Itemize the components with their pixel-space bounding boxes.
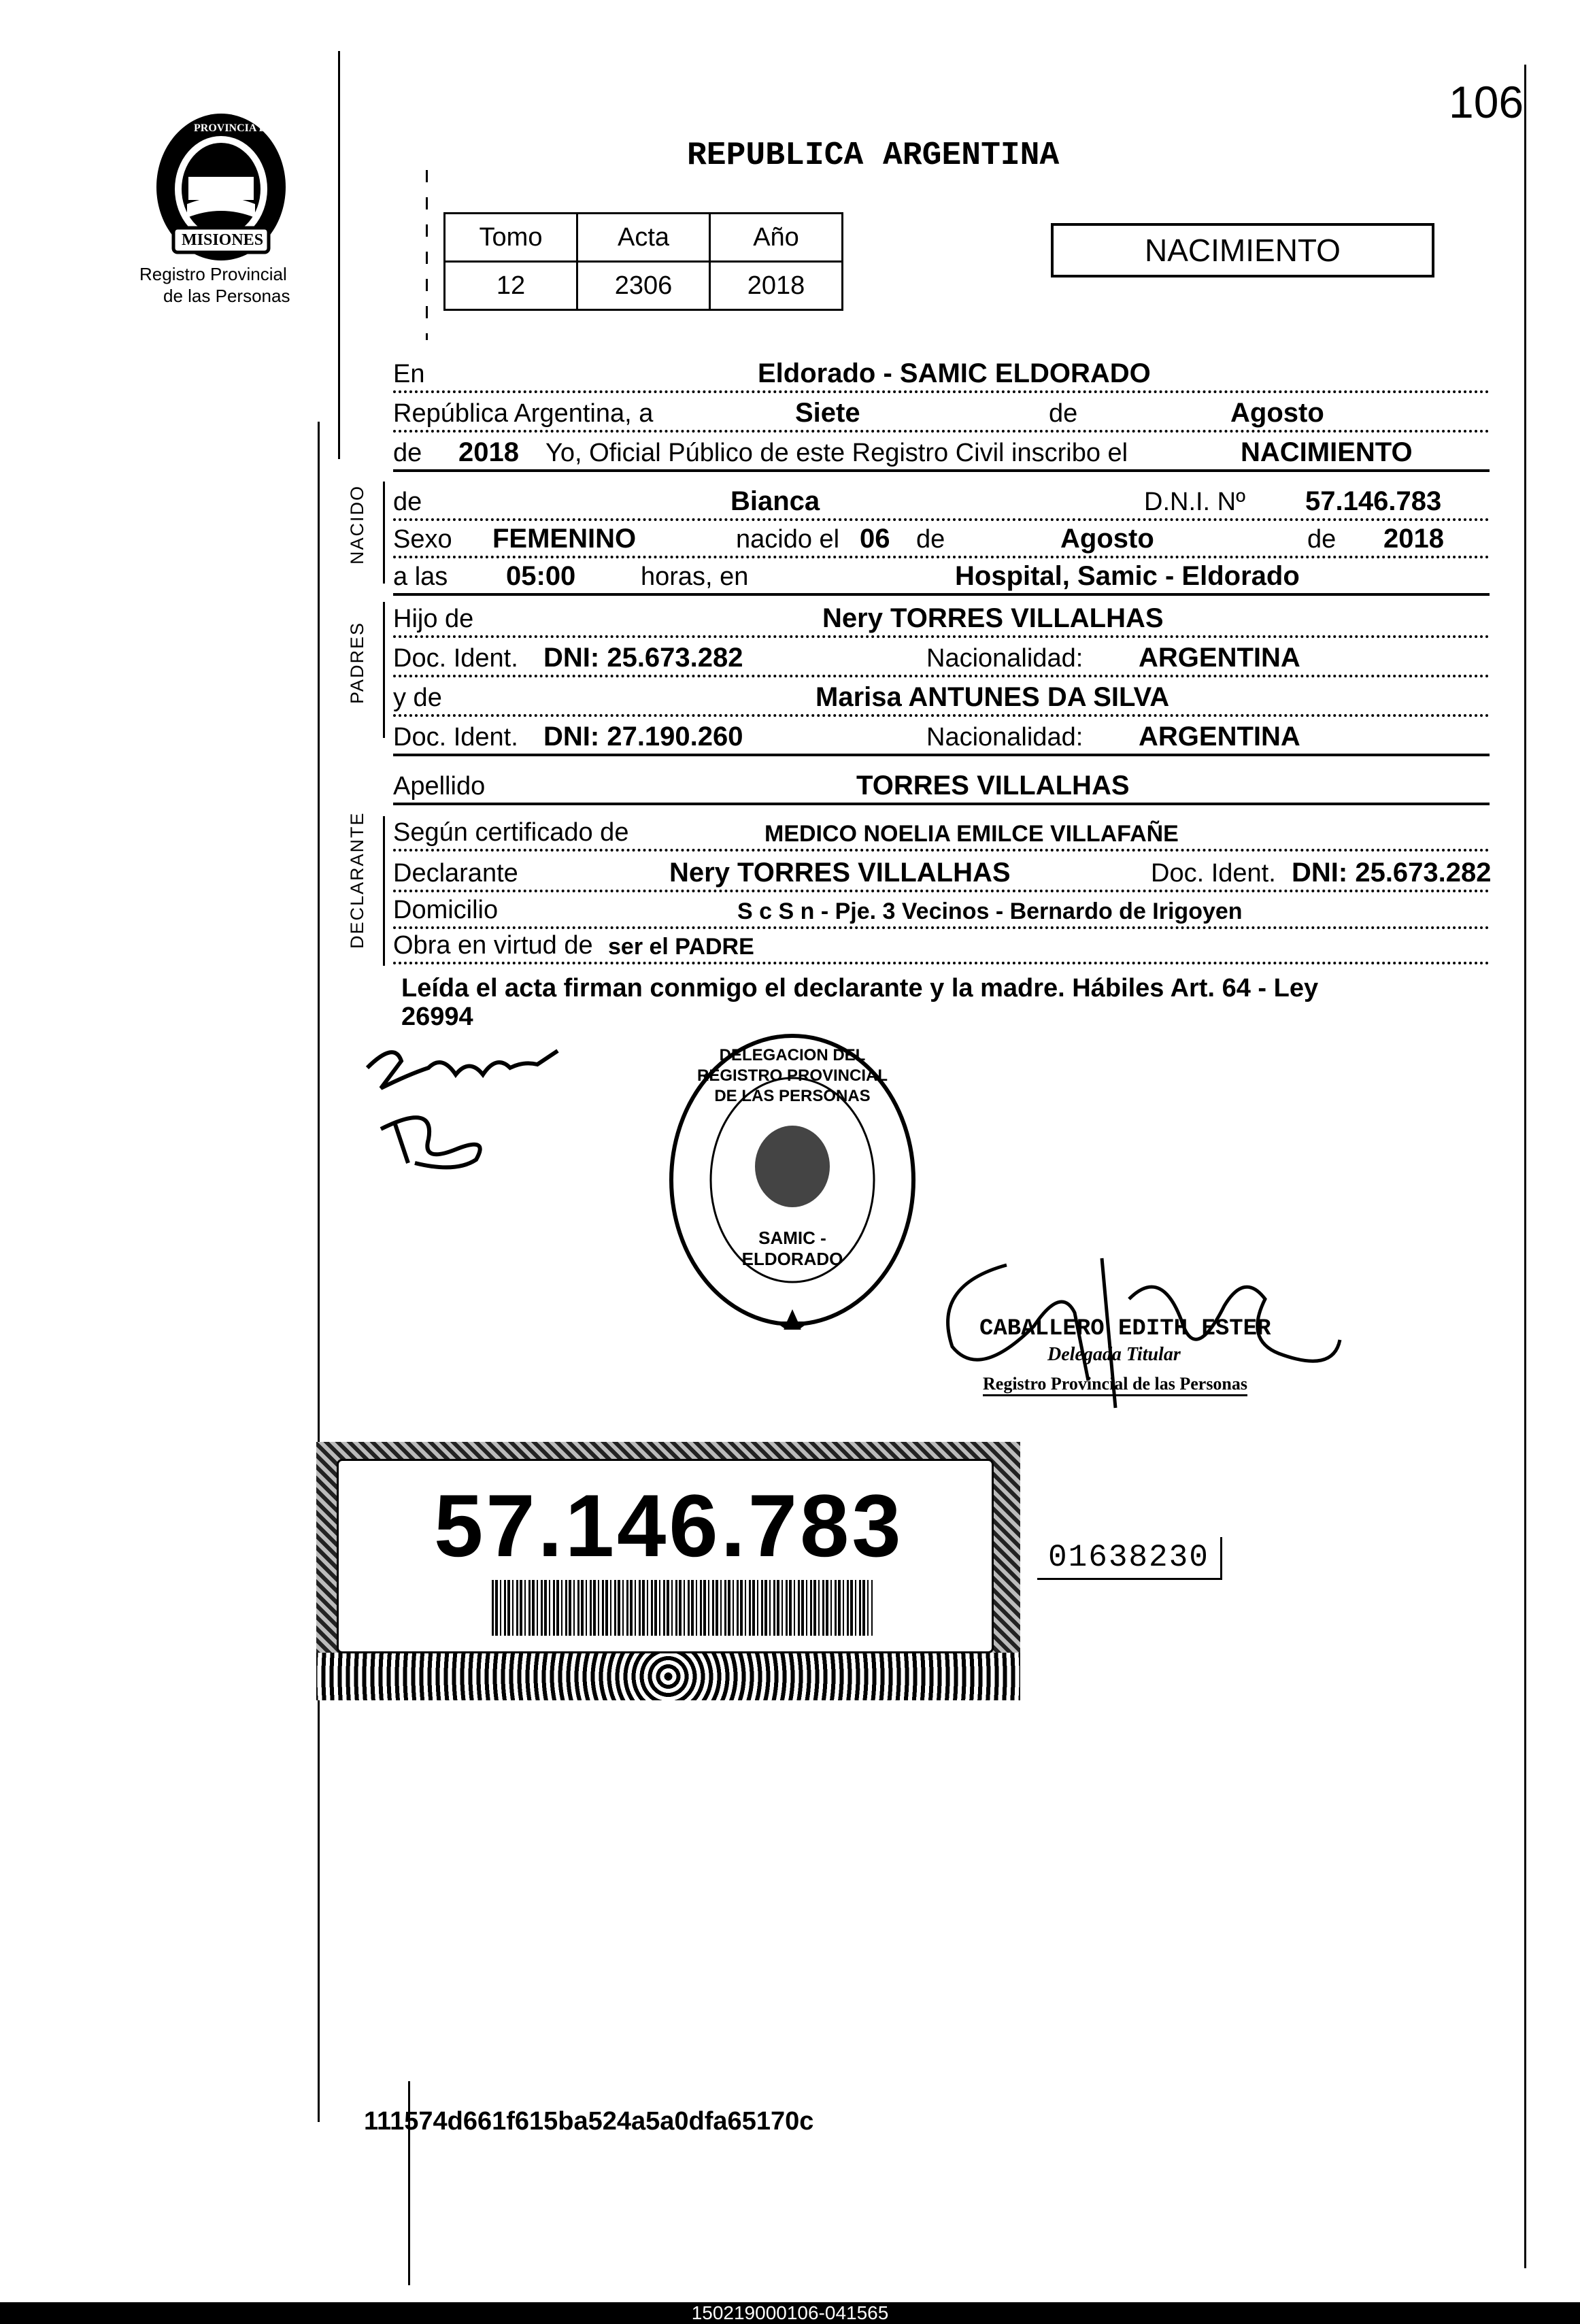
declarante-section-label: DECLARANTE	[347, 811, 367, 949]
official-seal	[667, 1030, 918, 1330]
sticker-number: 57.146.783	[434, 1476, 904, 1575]
mother-doc-label: Doc. Ident.	[393, 723, 522, 752]
birth-year-value: 2018	[1379, 524, 1448, 554]
left-margin-line-mid	[318, 422, 320, 2122]
row-father-doc	[393, 633, 1490, 677]
republica-label: República Argentina, a	[393, 399, 657, 428]
footer-barcode-text: 150219000106-041565	[691, 2302, 889, 2323]
row-hijo	[393, 593, 1490, 638]
declarant-signature	[354, 1027, 571, 1190]
padres-section-label: PADRES	[347, 621, 367, 704]
child-name-value: Bianca	[726, 486, 824, 517]
row-certificado	[393, 807, 1490, 852]
apellido-value: TORRES VILLALHAS	[852, 771, 1134, 801]
right-margin-line	[1524, 65, 1526, 2268]
closing-line-2: 26994	[401, 1003, 473, 1031]
nacido-el-label: nacido el	[733, 525, 843, 554]
obra-label: Obra en virtud de	[393, 931, 597, 960]
closing-line-1: Leída el acta firman conmigo el declarante y la madre. Hábiles Art. 64 - Ley	[401, 974, 1319, 1003]
mother-nat-value: ARGENTINA	[1134, 722, 1305, 752]
logo-ring-text: PROVINCIA DE	[194, 122, 274, 134]
act-type-box	[1051, 223, 1434, 277]
dom-label: Domicilio	[393, 896, 502, 925]
obra-value: ser el PADRE	[604, 934, 758, 960]
father-nat-label: Nacionalidad:	[924, 644, 1087, 673]
birth-month-value: Agosto	[1056, 524, 1158, 554]
official-name: CABALLERO EDITH ESTER	[979, 1316, 1271, 1342]
declarante-bracket-line	[383, 816, 385, 966]
birth-de-label-2: de	[1305, 525, 1340, 554]
document-hash: 111574d661f615ba524a5a0dfa65170c	[364, 2107, 814, 2136]
mother-nat-label: Nacionalidad:	[924, 723, 1087, 752]
row-en	[393, 348, 1490, 393]
row-mother	[393, 672, 1490, 717]
row-apellido	[393, 760, 1490, 805]
de-label: de	[1046, 399, 1081, 428]
mother-doc-value: DNI: 27.190.260	[539, 722, 747, 752]
tomo-value: 12	[445, 262, 577, 310]
logo-banner-text: MISIONES	[182, 231, 264, 249]
nacido-de-label: de	[393, 488, 426, 517]
anio-value: 2018	[710, 262, 843, 310]
sticker-panel	[337, 1459, 994, 1653]
year-value: 2018	[454, 437, 523, 468]
sticker-barcode	[492, 1580, 873, 1636]
official-role: Delegada Titular	[1047, 1344, 1181, 1365]
dni-value: 57.146.783	[1301, 486, 1445, 517]
father-doc-label: Doc. Ident.	[393, 644, 522, 673]
row-republica	[393, 388, 1490, 433]
logo-caption-1: Registro Provincial	[139, 264, 287, 284]
place-value: Eldorado - SAMIC ELDORADO	[754, 358, 1155, 389]
day-value: Siete	[791, 398, 864, 428]
seal-ring-text: DELEGACION DEL REGISTRO PROVINCIAL DE LAS PERSONAS	[696, 1046, 888, 1105]
padres-bracket-line	[383, 602, 385, 738]
decl-doc-label: Doc. Ident.	[1148, 859, 1280, 888]
nacido-bracket-line	[383, 482, 385, 584]
row-hora	[393, 551, 1490, 596]
sexo-value: FEMENINO	[488, 524, 640, 554]
act-name-value: NACIMIENTO	[1237, 437, 1417, 468]
sexo-label: Sexo	[393, 525, 456, 554]
birth-place-value: Hospital, Samic - Eldorado	[951, 561, 1304, 592]
sticker-pattern-band	[316, 1653, 1020, 1700]
province-logo	[146, 109, 296, 265]
nacido-section-label: NACIDO	[347, 484, 367, 565]
dom-value: S c S n - Pje. 3 Vecinos - Bernardo de Irigoyen	[733, 898, 1247, 925]
row-obra	[393, 920, 1490, 964]
birth-day-value: 06	[856, 524, 894, 554]
acta-value: 2306	[577, 262, 710, 310]
dni-label: D.N.I. Nº	[1141, 488, 1249, 517]
left-margin-line	[338, 51, 340, 459]
registry-table	[443, 212, 843, 311]
left-margin-dashed-line	[426, 170, 428, 340]
birth-de-label: de	[913, 525, 949, 554]
act-type-label: NACIMIENTO	[1145, 233, 1341, 268]
time-value: 05:00	[502, 561, 579, 592]
official-office: Registro Provincial de las Personas	[983, 1374, 1247, 1396]
statement-text: Yo, Oficial Público de este Registro Civil inscribo el	[543, 439, 1132, 468]
year-prefix-label: de	[393, 439, 426, 468]
yde-label: y de	[393, 684, 446, 713]
hijo-label: Hijo de	[393, 605, 477, 634]
alas-label: a las	[393, 562, 452, 592]
decl-doc-value: DNI: 25.673.282	[1288, 858, 1496, 888]
seal-inner-text: SAMIC - ELDORADO	[741, 1228, 843, 1269]
tomo-header: Tomo	[445, 214, 577, 262]
row-mother-doc	[393, 711, 1490, 756]
country-title: REPUBLICA ARGENTINA	[687, 137, 1060, 174]
month-value: Agosto	[1226, 398, 1328, 428]
en-label: En	[393, 360, 428, 389]
mother-value: Marisa ANTUNES DA SILVA	[811, 682, 1173, 713]
dni-sticker	[316, 1442, 1020, 1700]
horas-label: horas, en	[638, 562, 752, 592]
apellido-label: Apellido	[393, 772, 489, 801]
decl-label: Declarante	[393, 859, 522, 888]
logo-caption-2: de las Personas	[163, 286, 290, 306]
sticker-serial: 01638230	[1037, 1537, 1222, 1580]
footer-bar	[0, 2302, 1580, 2324]
anio-header: Año	[710, 214, 843, 262]
cert-value: MEDICO NOELIA EMILCE VILLAFAÑE	[760, 821, 1183, 847]
father-doc-value: DNI: 25.673.282	[539, 643, 747, 673]
decl-value: Nery TORRES VILLALHAS	[665, 858, 1015, 888]
father-value: Nery TORRES VILLALHAS	[818, 603, 1168, 634]
row-year	[393, 427, 1490, 472]
page-number: 106	[1449, 77, 1524, 127]
cert-label: Según certificado de	[393, 818, 633, 847]
father-nat-value: ARGENTINA	[1134, 643, 1305, 673]
acta-header: Acta	[577, 214, 710, 262]
